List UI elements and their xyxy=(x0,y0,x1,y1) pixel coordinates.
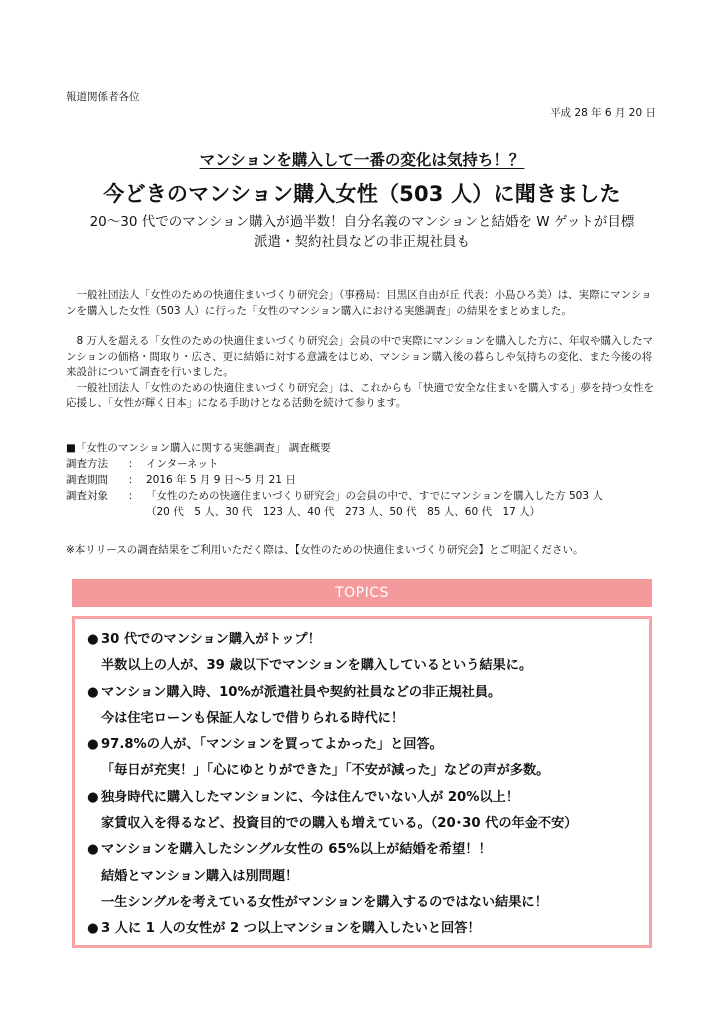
topic-item xyxy=(87,916,641,942)
topic-text: 3 人に 1 人の女性が 2 つ以上マンションを購入したいと回答！ xyxy=(101,921,481,937)
method-label: 調査方法 xyxy=(66,458,108,470)
usage-note: ※本リリースの調査結果をご利用いただく際は、【女性のための快適住まいづくり研究会】とご明記ください。 xyxy=(66,544,584,556)
topic-text: 結婚とマンション購入は別問題！ xyxy=(101,868,299,884)
bullet-icon: ● xyxy=(87,737,99,753)
bullet-icon: ● xyxy=(87,632,99,647)
bullet-icon: ● xyxy=(87,921,99,937)
topic-text: マンション購入時、10%が派遣社員や契約社員などの非正規社員。 xyxy=(101,684,502,700)
headline-subtitle: マンションを購入して一番の変化は気持ち！？ xyxy=(199,151,525,169)
topic-item xyxy=(87,732,641,758)
topic-text: 「毎日が充実！」「心にゆとりができた」「不安が減った」などの声が多数。 xyxy=(101,763,550,779)
topic-text: 30 代でのマンション購入がトップ！ xyxy=(101,632,321,647)
topic-text: 今は住宅ローンも保証人なしで借りられる時代に！ xyxy=(101,710,405,726)
separator: ： xyxy=(128,458,139,470)
topic-detail xyxy=(87,758,641,784)
bullet-icon: ● xyxy=(87,684,99,700)
topics-list xyxy=(87,627,641,943)
topic-item xyxy=(87,627,641,653)
overview-method-row xyxy=(66,456,603,472)
topic-item xyxy=(87,837,641,863)
target-value: 「女性のための快適住まいづくり研究会」の会員の中で、すでにマンションを購入した方 503 人 xyxy=(146,490,603,502)
period-value: 2016 年 5 月 9 日～5 月 21 日 xyxy=(146,474,296,486)
topic-text: マンションを購入したシングル女性の 65%以上が結婚を希望！！ xyxy=(101,842,492,858)
overview-heading: ■「女性のマンション購入に関する実態調査」 調査概要 xyxy=(66,442,331,454)
topics-header: TOPICS xyxy=(72,579,652,607)
survey-overview xyxy=(66,440,603,520)
topic-item xyxy=(87,785,641,811)
topics-box xyxy=(72,616,652,948)
overview-period-row xyxy=(66,472,603,488)
method-value: インターネット xyxy=(146,458,219,470)
topic-text: 半数以上の人が、39 歳以下でマンションを購入しているという結果に。 xyxy=(101,658,533,674)
topic-item xyxy=(87,680,641,706)
topic-text: 97.8%の人が、「マンションを買ってよかった」と回答。 xyxy=(101,737,443,753)
paragraph-2: 8 万人を超える「女性のための快適住まいづくり研究会」会員の中で実際にマンションを購入した方に、年収や購入したマンションの価格・間取り・広さ、更に結婚に対する意識をはじめ、マンション購入後の暮らしや気持ちの変化、また今後の将来設計について調査を行いました。 xyxy=(66,335,654,378)
topic-detail xyxy=(87,706,641,732)
target-breakdown: （20 代 5 人、30 代 123 人、40 代 273 人、50 代 85 人、60 代 17 人） xyxy=(146,506,541,518)
overview-target-row xyxy=(66,488,603,504)
topic-detail xyxy=(87,890,641,916)
topic-detail xyxy=(87,653,641,679)
bullet-icon: ● xyxy=(87,789,99,805)
period-label: 調査期間 xyxy=(66,474,108,486)
bullet-icon: ● xyxy=(87,842,99,858)
paragraph-1: 一般社団法人「女性のための快適住まいづくり研究会」（事務局：目黒区自由が丘 代表：小島ひろ美）は、実際にマンションを購入した女性（503 人）に行った「女性のマンション購入における実態調査」の結果をまとめました。 xyxy=(66,289,652,317)
intro-paragraph xyxy=(66,288,660,319)
topic-text: 独身時代に購入したマンションに、今は住んでいない人が 20%以上！ xyxy=(101,789,519,805)
lead-line-1: 20～30 代でのマンション購入が過半数！自分名義のマンションと結婚を W ゲットが目標 xyxy=(89,214,635,230)
target-label: 調査対象 xyxy=(66,490,108,502)
lead-line-2: 派遣・契約社員などの非正規社員も xyxy=(254,234,470,250)
topic-detail xyxy=(87,811,641,837)
headline-lead xyxy=(0,212,724,252)
topic-text: 家賃収入を得るなど、投資目的での購入も増えている。（20･30 代の年金不安） xyxy=(101,816,578,832)
addressee: 報道関係者各位 xyxy=(66,91,140,103)
topic-text: 一生シングルを考えている女性がマンションを購入するのではない結果に！ xyxy=(101,894,548,910)
detail-paragraphs xyxy=(66,334,660,412)
separator: ： xyxy=(128,490,139,502)
topic-detail xyxy=(87,864,641,890)
headline-title: 今どきのマンション購入女性（503 人）に聞きました xyxy=(103,182,621,206)
release-date: 平成 28 年 6 月 20 日 xyxy=(550,107,656,119)
paragraph-3: 一般社団法人「女性のための快適住まいづくり研究会」は、これからも「快適で安全な住まいを購入する」夢を持つ女性を応援し、「女性が輝く日本」になる手助けとなる活動を続けて参ります。 xyxy=(66,381,654,409)
separator: ： xyxy=(128,474,139,486)
